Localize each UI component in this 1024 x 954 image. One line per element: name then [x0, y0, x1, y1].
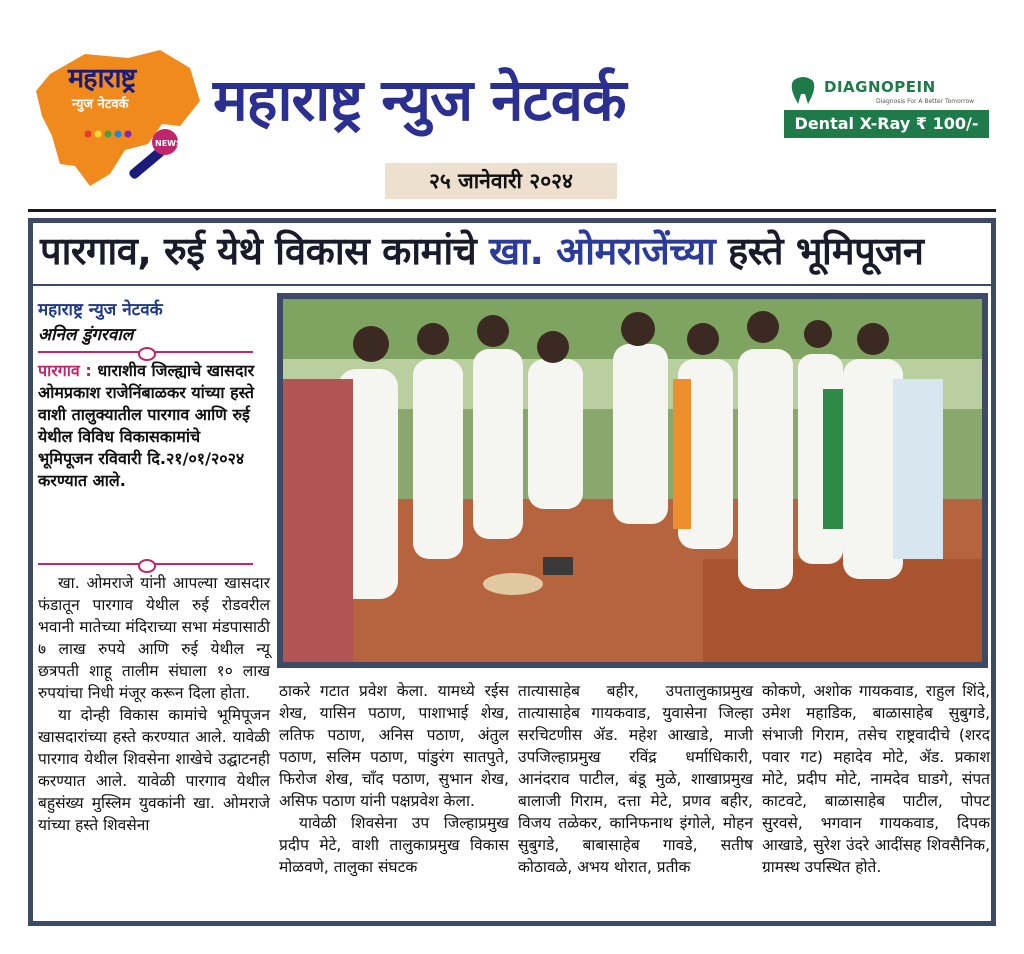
byline-author: अनिल डुंगरवाल	[38, 325, 134, 345]
masthead-title: महाराष्ट्र न्युज नेटवर्क	[213, 66, 626, 134]
body-paragraph: कोकणे, अशोक गायकवाड, राहुल शिंदे, उमेश महाडिक, बाळासाहेब सुबुगडे, संभाजी गिराम, तसेच राष्ट्रवादीचे (शरद पवार गट) महादेव मोटे, ॲड. प्रकाश मोटे, प्रदीप मोटे, नामदेव घाडगे, संपत काटवटे, बाळासाहेब पाटील, पोपट सुरवसे, भगवान गायकवाड, दिपक आखाडे, सुरेश उंदरे आदींसह शिवसैनिक, ग्रामस्थ उपस्थित होते.	[762, 682, 990, 876]
headline-divider	[33, 284, 991, 286]
issue-date: २५ जानेवारी २०२४	[385, 163, 617, 199]
newspaper-logo	[30, 46, 205, 196]
dateline-place: पारगाव :	[38, 361, 92, 380]
body-paragraph: ठाकरे गटात प्रवेश केला. यामध्ये रईस शेख, यासिन पठाण, पाशाभाई शेख, लतिफ पठाण, अनिस पठाण, अंतुल पठाण, सलिम पठाण, पांडुरंग सातपुते, फिरोज शेख, चाँद पठाण, सुभान शेख, असिफ पठाण यांनी पक्षप्रवेश केला.	[279, 682, 509, 810]
ceremony-photo	[277, 293, 988, 668]
article-column-4	[762, 680, 990, 878]
body-paragraph: तात्यासाहेब बहीर, उपतालुकाप्रमुख तात्यासाहेब गायकवाड, युवासेना जिल्हा सरचिटणीस ॲड. महेश आखाडे, माजी उपजिल्हाप्रमुख रविंद्र धर्माधिकारी, आनंदराव पाटील, बंडू मुळे, शाखाप्रमुख बालाजी गिराम, दत्ता मेटे, प्रणव बहीर, विजय तळेकर, कानिफनाथ इंगोले, मोहन सुबुगडे, बाबासाहेब गावडे, सतीष कोठावळे, अभय थोरात, प्रतीक	[518, 682, 753, 876]
dental-xray-advertisement	[784, 74, 989, 138]
body-paragraph: यावेळी शिवसेना उप जिल्हाप्रमुख प्रदीप मेटे, वाशी तालुकाप्रमुख विकास मोळवणे, तालुका संघटक	[279, 814, 509, 876]
article-column-3	[518, 680, 753, 878]
headline-part-1: पारगाव, रुई येथे विकास कामांचे	[40, 229, 490, 273]
tooth-icon	[786, 76, 820, 106]
groundbreaking-ceremony-image	[283, 299, 982, 662]
ad-offer: Dental X-Ray ₹ 100/-	[784, 110, 989, 138]
body-paragraph: खा. ओमराजे यांनी आपल्या खासदार फंडातून पारगाव येथील रुई रोडवरील भवानी मातेच्या मंदिराच्या सभा मंडपासाठी ७ लाख रुपये आणि रुई येथील न्यू छत्रपती शाहू तालीम संघाला १० लाख रुपयांचा निधी मंजूर करून दिला होता.	[38, 574, 270, 702]
byline-organization: महाराष्ट्र न्युज नेटवर्क	[38, 300, 163, 320]
ad-brand: DIAGNOPEIN	[824, 78, 936, 96]
ornament-divider	[38, 563, 253, 565]
body-paragraph: या दोन्ही विकास कामांचे भूमिपूजन खासदारांच्या हस्ते करण्यात आले. यावेळी पारगाव येथील शिवसेना शाखेचे उद्घाटनही करण्यात आले. यावेळी पारगाव येथील बहुसंख्य मुस्लिम युवकांनी खा. ओमराजे यांच्या हस्ते शिवसेना	[38, 706, 270, 834]
headline-part-3: हस्ते भूमिपूजन	[715, 229, 924, 273]
article-column-1	[38, 572, 270, 836]
headline-highlight: खा. ओमराजेंच्या	[489, 229, 716, 273]
ad-tagline: Diagnosis For A Better Tomorrow	[876, 98, 975, 105]
masthead-divider	[28, 209, 996, 212]
logo-mic-label: NEWS	[155, 139, 182, 148]
logo-title: महाराष्ट्र	[68, 63, 136, 94]
article-column-2	[279, 680, 509, 878]
article-headline	[40, 224, 984, 276]
lead-text: धाराशीव जिल्ह्याचे खासदार ओमप्रकाश राजेनिंबाळकर यांच्या हस्ते वाशी तालुक्यातील पारगाव आणि रुई येथील विविध विकासकामांचे भूमिपूजन रविवारी दि.२१/०१/२०२४ करण्यात आले.	[38, 361, 255, 490]
lead-paragraph	[38, 360, 258, 492]
ornament-divider	[38, 351, 253, 353]
logo-subtitle: न्युज नेटवर्क	[72, 97, 129, 112]
